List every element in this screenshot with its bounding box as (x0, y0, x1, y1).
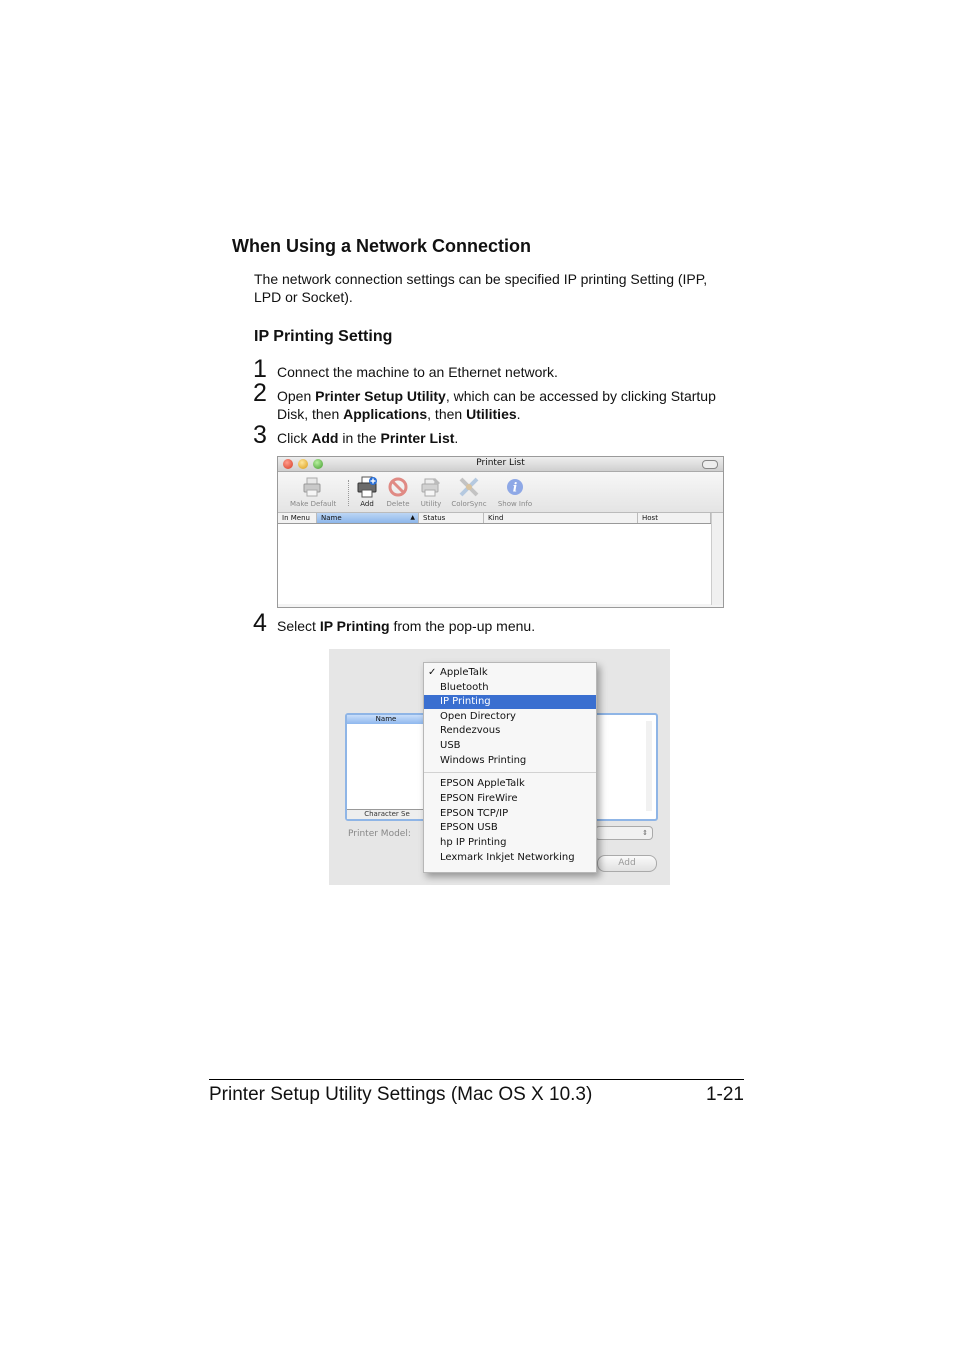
colorsync-icon (458, 476, 480, 498)
printer-icon (301, 476, 323, 498)
utility-icon (420, 476, 442, 498)
printer-model-label: Printer Model: (348, 829, 411, 839)
column-in-menu[interactable]: In Menu (278, 513, 317, 523)
footer-rule (209, 1079, 744, 1080)
menu-item-hp-ip-printing[interactable]: hp IP Printing (440, 837, 507, 848)
info-icon (504, 476, 526, 498)
utility-button[interactable]: Utility (409, 476, 453, 508)
menu-item-appletalk[interactable]: ✓ AppleTalk (428, 667, 488, 678)
menu-item-open-directory[interactable]: Open Directory (440, 711, 516, 722)
list-scrollbar[interactable] (646, 721, 652, 811)
show-info-button[interactable]: i Show Info (493, 476, 537, 508)
popup-menu-screenshot (329, 649, 670, 885)
delete-button[interactable]: Delete (376, 476, 420, 508)
add-button[interactable]: Add (597, 855, 657, 872)
table-header (278, 513, 711, 524)
printer-table-body[interactable] (278, 524, 711, 604)
window-title: Printer List (476, 458, 525, 468)
footer-title: Printer Setup Utility Settings (Mac OS X 10.3) (209, 1084, 593, 1105)
step-number: 3 (253, 421, 267, 449)
checkmark-icon: ✓ (428, 667, 437, 678)
step-text: Click Add in the Printer List. (277, 430, 459, 446)
column-status[interactable]: Status (419, 513, 484, 523)
column-host[interactable]: Host (638, 513, 711, 523)
vertical-scrollbar[interactable] (711, 513, 723, 605)
step-number: 2 (253, 379, 267, 407)
step-number: 4 (253, 609, 267, 637)
add-printer-icon (356, 476, 378, 498)
menu-item-rendezvous[interactable]: Rendezvous (440, 725, 501, 736)
delete-icon (387, 476, 409, 498)
printer-list-window (277, 456, 724, 608)
step-text: Connect the machine to an Ethernet network. (277, 364, 558, 380)
section-title: When Using a Network Connection (232, 236, 532, 256)
menu-item-epson-tcpip[interactable]: EPSON TCP/IP (440, 808, 509, 819)
printer-model-popup[interactable]: ⇕ (595, 826, 653, 840)
add-button[interactable]: Add (345, 476, 389, 508)
step-number: 1 (253, 355, 267, 383)
toolbar-toggle-icon[interactable] (702, 460, 718, 469)
column-kind[interactable]: Kind (484, 513, 638, 523)
menu-item-bluetooth[interactable]: Bluetooth (440, 682, 489, 693)
menu-item-lexmark-inkjet[interactable]: Lexmark Inkjet Networking (440, 852, 575, 863)
step-text: Select IP Printing from the pop-up menu. (277, 618, 536, 634)
step-text: Open Printer Setup Utility, which can be accessed by clicking Startup Disk, then Applications, then Utilities. (277, 388, 716, 422)
menu-item-ip-printing[interactable]: IP Printing (424, 695, 596, 709)
svg-text:i: i (512, 480, 518, 495)
connection-type-menu (423, 662, 597, 873)
name-column-header[interactable]: Name (347, 715, 425, 724)
page-number: 1-21 (705, 1084, 744, 1105)
menu-item-epson-firewire[interactable]: EPSON FireWire (440, 793, 518, 804)
column-name[interactable]: Name ▲ (317, 513, 419, 523)
menu-item-epson-appletalk[interactable]: EPSON AppleTalk (440, 778, 525, 789)
menu-item-usb[interactable]: USB (440, 740, 461, 751)
sort-ascending-icon: ▲ (410, 514, 415, 521)
make-default-button[interactable]: Make Default (290, 476, 334, 508)
window-titlebar (278, 457, 723, 472)
menu-item-epson-usb[interactable]: EPSON USB (440, 822, 498, 833)
menu-separator (424, 772, 596, 773)
character-set-label[interactable]: Character Se (347, 809, 427, 819)
toolbar (278, 472, 723, 513)
intro-paragraph: The network connection settings can be specified IP printing Setting (IPP, LPD or Socket). (254, 271, 708, 305)
subsection-title: IP Printing Setting (254, 328, 393, 345)
menu-item-windows-printing[interactable]: Windows Printing (440, 755, 527, 766)
colorsync-button[interactable]: ColorSync (447, 476, 491, 508)
